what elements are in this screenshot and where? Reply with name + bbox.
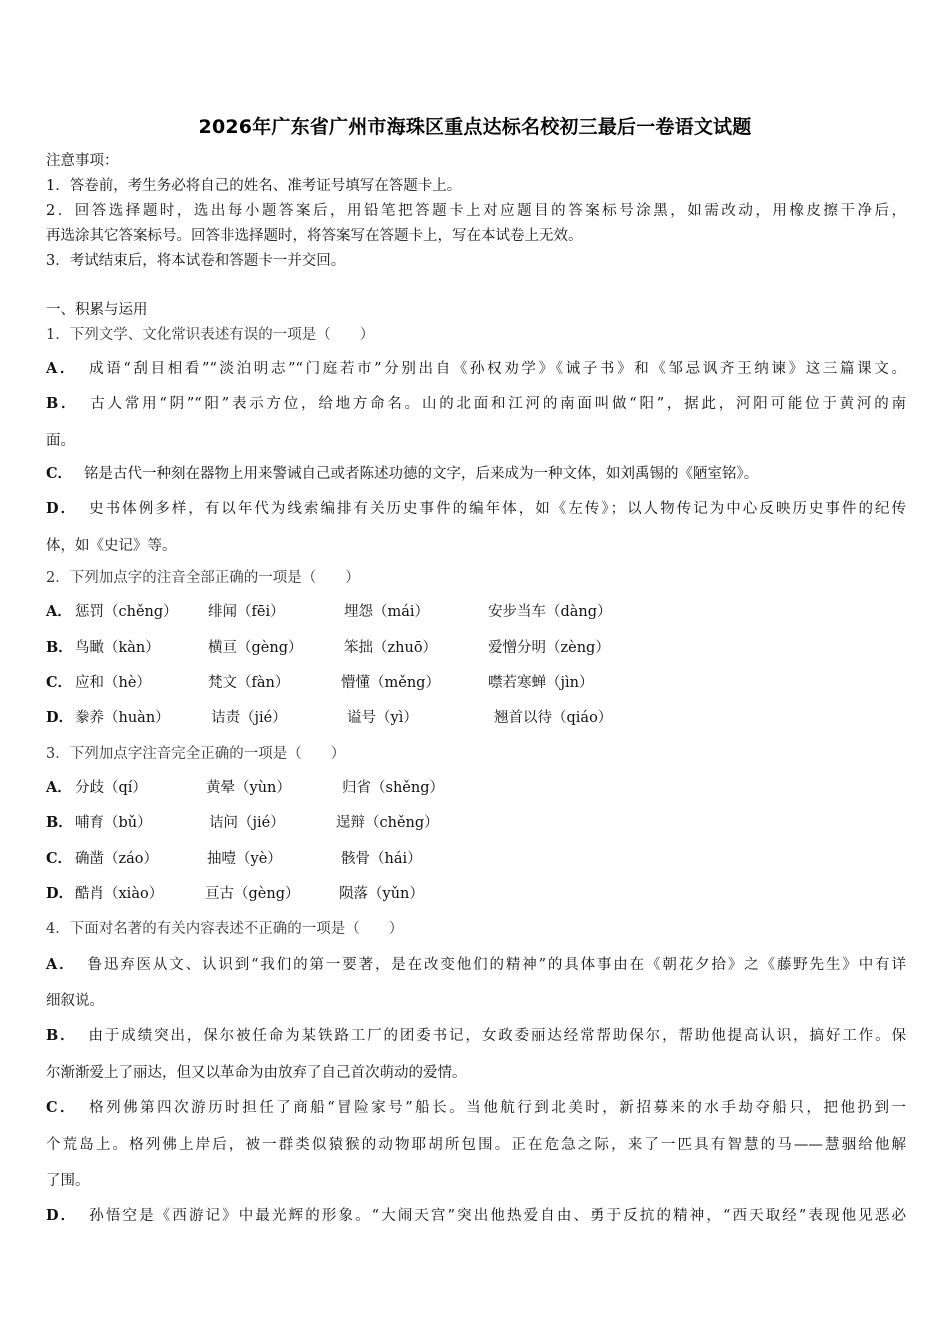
- option-text: 古人常用“阴”“阳”表示方位，给地方命名。山的北面和江河的南面叫做“阳”，据此，河阳可能位于黄河的南: [90, 396, 906, 412]
- option-letter: C．: [46, 674, 73, 691]
- option-letter: D．: [46, 500, 78, 517]
- option-letter: A．: [46, 779, 72, 796]
- question-4-option-a: [46, 955, 906, 975]
- question-4-option-b: [46, 1026, 906, 1046]
- notice-item: 再选涂其它答案标号。回答非选择题时，将答案写在答题卡上，写在本试卷上无效。: [46, 228, 583, 244]
- option-item: 分歧（qí）: [75, 780, 147, 796]
- option-item: 确凿（záo）: [75, 851, 159, 867]
- option-letter: B．: [46, 814, 73, 831]
- question-3-stem: 3．下列加点字注音完全正确的一项是（ ）: [46, 746, 346, 762]
- option-item: 安步当车（dàng）: [488, 604, 612, 620]
- option-item: 逞辩（chěng）: [336, 815, 439, 831]
- option-letter: D．: [46, 1207, 78, 1224]
- option-item: 黄晕（yùn）: [206, 780, 291, 796]
- option-item: 鸟瞰（kàn）: [75, 640, 160, 656]
- option-item: 横亘（gèng）: [208, 640, 303, 656]
- question-1-option-d: [46, 499, 906, 519]
- option-item: 酷肖（xiào）: [75, 886, 164, 902]
- option-letter: A．: [46, 956, 76, 973]
- option-item: 应和（hè）: [75, 675, 151, 691]
- question-1-option-d-cont: 体，如《史记》等。: [46, 538, 177, 554]
- option-letter: C．: [46, 465, 73, 482]
- question-4-option-c-cont: 了围。: [46, 1173, 90, 1189]
- question-4-option-c-cont: 个荒岛上。格列佛上岸后，被一群类似猿猴的动物耶胡所包围。正在危急之际，来了一匹具有智慧的马——慧骃给他解: [46, 1137, 906, 1153]
- option-text: 格列佛第四次游历时担任了商船“冒险家号”船长。当他航行到北美时，新招募来的水手劫夺船只，把他扔到一: [89, 1100, 906, 1116]
- option-item: 陨落（yǔn）: [339, 886, 424, 902]
- option-text: 孙悟空是《西游记》中最光辉的形象。“大闹天宫”突出他热爱自由、勇于反抗的精神，“西天取经”表现他见恶必: [89, 1208, 906, 1224]
- option-item: 哺育（bǔ）: [75, 815, 152, 831]
- option-item: 谥号（yì）: [347, 710, 418, 726]
- option-text: 史书体例多样，有以年代为线索编排有关历史事件的编年体，如《左传》；以人物传记为中心反映历史事件的纪传: [89, 501, 906, 517]
- option-item: 亘古（gèng）: [205, 886, 300, 902]
- option-letter: B．: [46, 1027, 77, 1044]
- option-item: 噤若寒蝉（jìn）: [488, 675, 594, 691]
- option-letter: C．: [46, 1099, 78, 1116]
- notice-item: 2．回答选择题时，选出每小题答案后，用铅笔把答题卡上对应题目的答案标号涂黑，如需改动，用橡皮擦干净后，: [46, 203, 906, 219]
- option-letter: A．: [46, 603, 72, 620]
- question-4-option-a-cont: 细叙说。: [46, 993, 104, 1009]
- question-1-option-b-cont: 面。: [46, 433, 75, 449]
- notice-item: 1．答卷前，考生务必将自己的姓名、准考证号填写在答题卡上。: [46, 178, 462, 194]
- question-1-option-b: [46, 394, 906, 414]
- option-letter: B．: [46, 395, 79, 412]
- option-item: 惩罚（chěng）: [75, 604, 178, 620]
- question-2-stem: 2．下列加点字的注音全部正确的一项是（ ）: [46, 570, 360, 586]
- option-letter: A．: [46, 360, 78, 377]
- option-item: 埋怨（mái）: [344, 604, 430, 620]
- section-heading: 一、积累与运用: [46, 302, 148, 318]
- option-item: 懵懂（měng）: [341, 675, 440, 691]
- option-item: 笨拙（zhuō）: [344, 640, 438, 656]
- question-4-option-d: [46, 1206, 906, 1226]
- option-item: 爱憎分明（zèng）: [488, 640, 610, 656]
- option-item: 诘责（jié）: [211, 710, 287, 726]
- option-item: 骸骨（hái）: [341, 851, 422, 867]
- option-letter: D．: [46, 885, 74, 902]
- question-1-option-a: [46, 359, 906, 379]
- question-1-stem: 1．下列文学、文化常识表述有误的一项是（ ）: [46, 327, 375, 343]
- option-item: 诘问（jié）: [209, 815, 285, 831]
- option-text: 成语“刮目相看”“淡泊明志”“门庭若市”分别出自《孙权劝学》《诫子书》和《邹忌讽齐王纳谏》这三篇课文。: [89, 361, 906, 377]
- option-letter: C．: [46, 850, 73, 867]
- option-item: 抽噎（yè）: [207, 851, 282, 867]
- option-item: 翘首以待（qiáo）: [494, 710, 613, 726]
- page-title: 2026年广东省广州市海珠区重点达标名校初三最后一卷语文试题: [198, 116, 752, 138]
- question-4-stem: 4．下面对名著的有关内容表述不正确的一项是（ ）: [46, 921, 404, 937]
- option-item: 绯闻（fēi）: [208, 604, 285, 620]
- option-letter: D．: [46, 709, 74, 726]
- notice-heading: 注意事项：: [46, 153, 119, 169]
- option-text: 鲁迅弃医从文、认识到“我们的第一要著，是在改变他们的精神”的具体事由在《朝花夕拾》之《藤野先生》中有详: [87, 957, 906, 973]
- option-letter: B．: [46, 639, 73, 656]
- option-text: 铭是古代一种刻在器物上用来警诫自己或者陈述功德的文字，后来成为一种文体，如刘禹锡的《陋室铭》。: [84, 466, 759, 482]
- notice-item: 3．考试结束后，将本试卷和答题卡一并交回。: [46, 253, 346, 269]
- option-item: 归省（shěng）: [342, 780, 444, 796]
- question-4-option-c: [46, 1098, 906, 1118]
- option-text: 由于成绩突出，保尔被任命为某铁路工厂的团委书记，女政委丽达经常帮助保尔，帮助他提高认识，搞好工作。保: [88, 1028, 906, 1044]
- question-1-option-c: [46, 464, 758, 484]
- option-item: 豢养（huàn）: [75, 710, 170, 726]
- option-item: 梵文（fàn）: [208, 675, 290, 691]
- question-4-option-b-cont: 尔渐渐爱上了丽达，但又以革命为由放弃了自己首次萌动的爱情。: [46, 1065, 467, 1081]
